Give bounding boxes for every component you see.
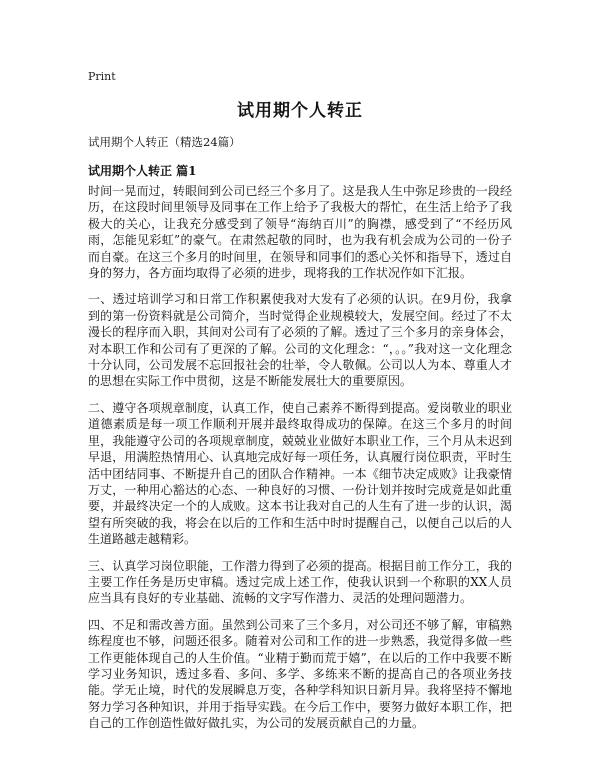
print-label[interactable]: Print — [88, 70, 116, 83]
document-body — [88, 183, 512, 742]
page-title: 试用期个人转正 — [237, 101, 363, 121]
paragraph-two: 二、遵守各项规章制度，认真工作，使自己素养不断得到提高。爱岗敬业的职业道德素质是每一项工作顺利开展并最终取得成功的保障。在这三个多月的时间里，我能遵守公司的各项规章制度，兢兢业业做好本职业工作，三个月从未迟到早退，用满腔热情用心、认真地完成好每一项任务，认真履行岗位职责，平时生活中团结同事、不断提升自己的团队合作精神。一本《细节决定成败》让我豪情万丈，一种用心豁达的心态、一种良好的习惯、一份计划并按时完成竟是如此重要，并最终决定一个的人成败。这本书让我对自己的人生有了进一步的认识，渴望有所突破的我，将会在以后的工作和生活中时时提醒自己，以便自己以后的人生道路越走越精彩。 — [88, 400, 512, 547]
paragraph-four: 四、不足和需改善方面。虽然到公司来了三个多月，对公司还不够了解，审稿熟练程度也不够，问题还很多。随着对公司和工作的进一步熟悉，我觉得多做一些工作更能体现自己的人生价值。“业精于勤而荒于嬉”，在以后的工作中我要不断学习业务知识，透过多看、多问、多学、多练来不断的提高自己的各项业务技能。学无止境，时代的发展瞬息万变，各种学科知识日新月异。我将坚持不懈地努力学习各种知识，并用于指导实践。在今后工作中，要努力做好本职工作，把自己的工作创造性做好做扎实，为公司的发展贡献自己的力量。 — [88, 617, 512, 731]
paragraph-intro: 时间一晃而过，转眼间到公司已经三个多月了。这是我人生中弥足珍贵的一段经历，在这段时间里领导及同事在工作上给予了我极大的帮忙，在生活上给予了我极大的关心，让我充分感受到了领导“海纳百川”的胸襟，感受到了“不经历风雨，怎能见彩虹”的豪气。在肃然起敬的同时，也为我有机会成为公司的一份子而自豪。在这三个多月的时间里，在领导和同事们的悉心关怀和指导下，透过自身的努力，各方面均取得了必须的进步，现将我的工作状况作如下汇报。 — [88, 184, 512, 281]
paragraph-one: 一、透过培训学习和日常工作积累使我对大发有了必须的认识。在9月份，我拿到的第一份资料就是公司简介，当时觉得企业规模较大，发展空间。经过了不太漫长的程序而入职，其间对公司有了必须的了解。透过了三个多月的亲身体会，对本职工作和公司有了更深的了解。公司的文化理念：“，。。”我对这一文化理念十分认同，公司发展不忘回报社会的壮举，令人敬佩。公司以人为本、尊重人才的思想在实际工作中贯彻，这是不断能发展壮大的重要原因。 — [88, 292, 512, 389]
paragraph-three: 三、认真学习岗位职能，工作潜力得到了必须的提高。根据目前工作分工，我的主要工作任务是历史审稿。透过完成上述工作，使我认识到一个称职的XX人员应当具有良好的专业基础、流畅的文字写作潜力、灵活的处理问题潜力。 — [88, 558, 512, 606]
section-heading: 试用期个人转正 篇1 — [88, 164, 197, 178]
document-subtitle: 试用期个人转正（精选24篇） — [88, 135, 241, 149]
